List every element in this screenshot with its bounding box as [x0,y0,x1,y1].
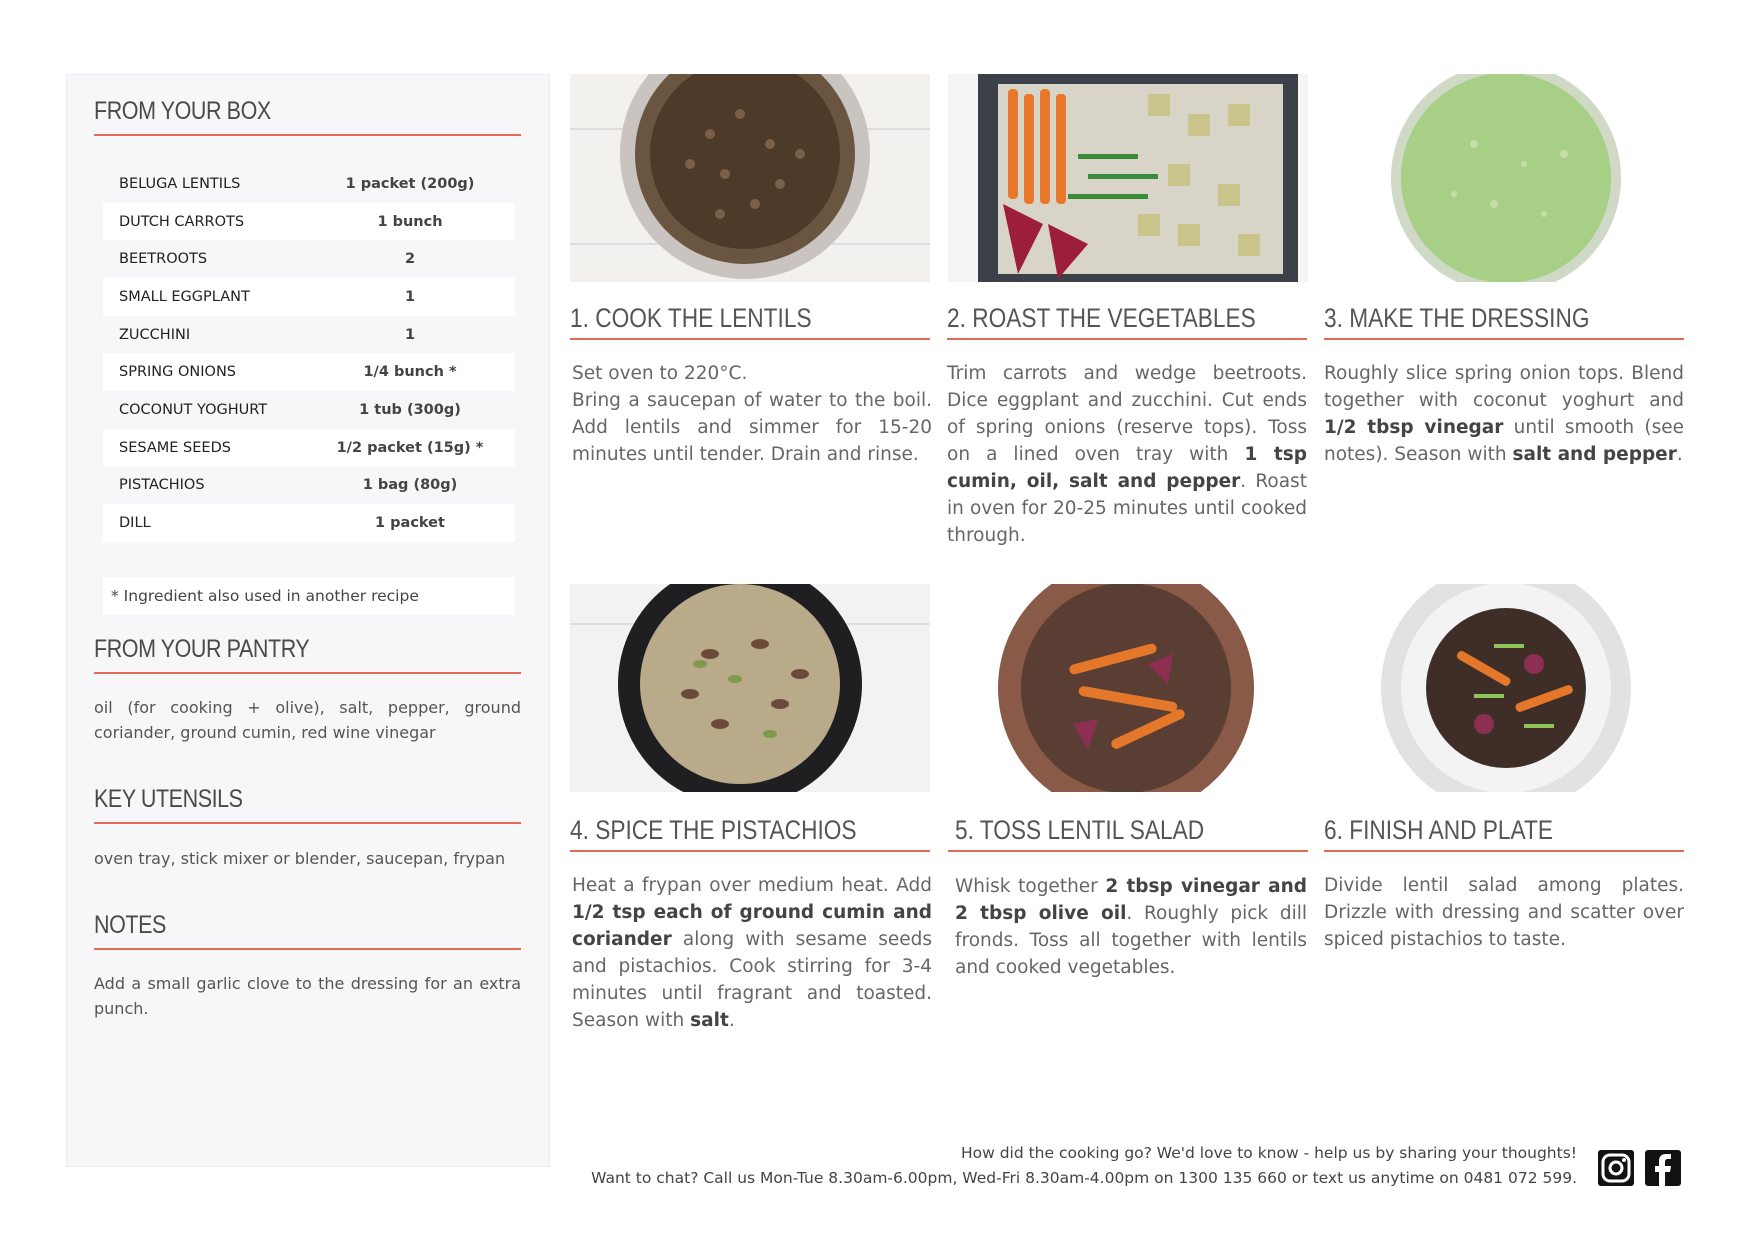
step-4-text-bold-1: 1/2 tsp each of ground cumin and coriander [572,902,932,950]
step-2-text [947,360,1307,549]
step-5-text [955,873,1307,981]
pistachios-frypan-image [570,584,930,792]
ingredient-row [103,467,515,505]
notes-heading: NOTES [94,911,166,939]
step-5-divider [948,850,1308,852]
ingredient-name: BELUGA LENTILS [119,175,241,192]
step-3-title: 3. MAKE THE DRESSING [1324,303,1590,333]
ingredient-name: ZUCCHINI [119,326,191,343]
ingredient-row [103,165,515,203]
step-4-text [572,872,932,1034]
ingredient-qty: 1 [404,326,416,343]
step-4-text-bold-2: salt [690,1010,729,1031]
ingredient-name: COCONUT YOGHURT [119,401,268,418]
notes-text: Add a small garlic clove to the dressing for an extra punch. [94,974,521,1018]
ingredient-name: DILL [119,515,151,532]
ingredient-qty: 1 bunch [377,213,443,230]
instagram-icon[interactable] [1598,1150,1634,1186]
roasted-vegetables-tray-image [948,74,1308,282]
step-2-divider [947,338,1307,340]
step-6-divider [1324,850,1684,852]
ingredient-qty: 2 [404,251,416,268]
ingredient-qty: 1/2 packet (15g) * [336,439,484,456]
utensils-text: oven tray, stick mixer or blender, saucepan, frypan [94,849,506,868]
ingredient-name: DUTCH CARROTS [119,213,245,230]
from-your-box-heading: FROM YOUR BOX [94,97,271,125]
ingredient-qty: 1 tub (300g) [359,401,461,418]
pantry-text: oil (for cooking + olive), salt, pepper, ground coriander, ground cumin, red wine vinegar [94,698,521,742]
lentil-salad-bowl-image [948,584,1308,792]
ingredient-name: SMALL EGGPLANT [119,288,250,305]
ingredient-row [103,391,515,429]
ingredient-name: BEETROOTS [119,251,208,268]
ingredient-name: SPRING ONIONS [119,364,236,381]
step-2-text-bold: 1 tsp cumin, oil, salt and pepper [947,444,1307,492]
ingredient-qty: 1 bag (80g) [362,477,458,494]
step-4-divider [570,850,930,852]
ingredient-row [103,240,515,278]
step-1-text [572,360,932,468]
step-3-text-e: . [1676,444,1683,465]
step-1-title: 1. COOK THE LENTILS [570,303,812,333]
ingredient-qty: 1 packet (200g) [345,175,475,192]
ingredient-name: SESAME SEEDS [119,439,231,456]
lentils-in-colander-image [570,74,930,282]
step-5-text-a: Whisk together [955,876,1106,897]
section-divider [94,822,521,824]
step-6-title: 6. FINISH AND PLATE [1324,815,1553,845]
step-5-text-c: . Roughly pick dill fronds. Toss all together with lentils and cooked vegetables. [955,903,1307,978]
ingredient-row [103,504,515,542]
plated-salad-image [1324,584,1684,792]
ingredient-row [103,278,515,316]
ingredient-name: PISTACHIOS [119,477,205,494]
step-3-text-bold-1: 1/2 tbsp vinegar [1324,417,1504,438]
ingredients-sidebar [66,74,550,1167]
contact-text: Want to chat? Call us Mon-Tue 8.30am-6.00pm, Wed-Fri 8.30am-4.00pm on 1300 135 660 or text us anytime on 0481 072 599. [591,1169,1577,1187]
step-1-divider [570,338,930,340]
step-4-text-e: . [728,1010,735,1031]
step-3-text-a: Roughly slice spring onion tops. Blend together with coconut yoghurt and [1324,363,1684,411]
step-5-title: 5. TOSS LENTIL SALAD [955,815,1205,845]
ingredient-row [103,316,515,354]
step-3-divider [1324,338,1684,340]
step-2-text-c: . Roast in oven for 20-25 minutes until cooked through. [947,471,1307,546]
step-4-text-c: along with sesame seeds and pistachios. Cook stirring for 3-4 minutes until fragrant and toasted. Season with [572,929,932,1031]
step-3-text-bold-2: salt and pepper [1512,444,1677,465]
ingredient-row [103,353,515,391]
feedback-text: How did the cooking go? We'd love to know - help us by sharing your thoughts! [960,1144,1577,1162]
facebook-icon[interactable] [1645,1150,1681,1186]
step-3-text [1324,360,1684,468]
step-1-text-line-1: Set oven to 220°C. [572,363,748,384]
ingredient-qty: 1 packet [375,515,445,532]
step-2-text-a: Trim carrots and wedge beetroots. Dice eggplant and zucchini. Cut ends of spring onions (reserve tops). Toss on a lined oven tray with [947,363,1307,465]
step-6-text [1324,872,1684,953]
ingredient-row [103,203,515,241]
ingredients-table [103,165,515,542]
step-4-title: 4. SPICE THE PISTACHIOS [570,815,857,845]
key-utensils-heading: KEY UTENSILS [94,785,243,813]
ingredient-row [103,429,515,467]
from-your-pantry-heading: FROM YOUR PANTRY [94,635,310,663]
step-6-text-a: Divide lentil salad among plates. Drizzle with dressing and scatter over spiced pistachios to taste. [1324,875,1684,950]
ingredient-footnote: * Ingredient also used in another recipe [103,577,515,615]
ingredient-qty: 1/4 bunch * [363,364,457,381]
section-divider [94,134,521,136]
step-4-text-a: Heat a frypan over medium heat. Add [572,875,932,896]
section-divider [94,948,521,950]
section-divider [94,672,521,674]
step-5-text-bold: 2 tbsp vinegar and 2 tbsp olive oil [955,876,1307,924]
ingredient-qty: 1 [404,288,416,305]
green-dressing-jar-image [1324,74,1684,282]
step-3-text-c: until smooth (see notes). Season with [1324,417,1684,465]
step-1-text-line-2: Bring a saucepan of water to the boil. Add lentils and simmer for 15-20 minutes until tender. Drain and rinse. [572,390,932,465]
step-2-title: 2. ROAST THE VEGETABLES [947,303,1256,333]
